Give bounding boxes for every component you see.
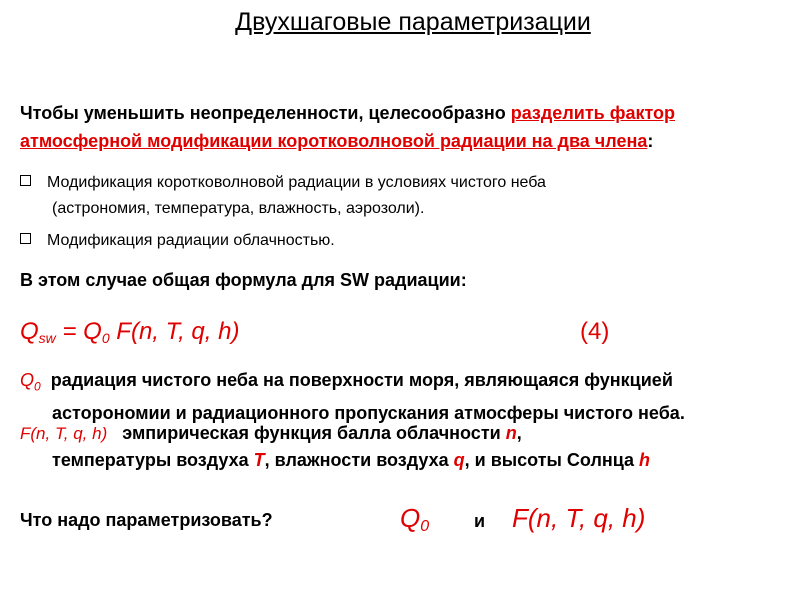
intro-highlight-2: атмосферной модификации коротковолновой радиации на два члена [20,131,648,151]
definition-f [20,420,650,473]
bullet-item-clear-sky [20,170,546,222]
question-q0-sub: 0 [420,518,430,536]
bullet-1-line-2: (астрономия, температура, влажность, аэрозоли). [52,200,425,217]
checkbox-bullet-icon [20,175,31,186]
question-and: и [474,511,486,531]
def-q0-line-1: радиация чистого неба на поверхности моря, являющаяся функцией [40,370,673,390]
intro-colon: : [647,131,654,151]
formula-q0-sub: 0 [101,330,110,347]
def-f-T: T [253,450,265,470]
formula-eq: = Q [55,318,102,345]
def-f-h: h [639,450,651,470]
intro-line-2 [20,127,675,155]
def-f-line-1: эмпирическая функция балла облачности [107,423,506,443]
definition-q0 [20,367,685,426]
question-f: F(n, T, q, h) [512,503,646,533]
bullet-1-line-1: Модификация коротковолновой радиации в условиях чистого неба [47,174,546,191]
bullet-2-line-1: Модификация радиации облачностью. [47,232,335,249]
def-f-q: q [453,450,465,470]
def-q0-symbol: Q [20,370,35,390]
intro-line-1 [20,99,675,127]
def-f-symbol: F(n, T, q, h) [20,424,108,443]
intro-paragraph [20,99,675,155]
question-text: Что надо параметризовать? [20,510,273,530]
def-f-line-2-b: , влажности воздуха [264,450,454,470]
question-q0-symbol: Q [400,503,421,533]
formula-lhs-sub: sw [38,330,56,347]
formula-rhs: F(n, T, q, h) [109,318,240,345]
bullet-item-clouds [20,228,335,254]
def-q0-sub: 0 [34,379,41,394]
formula [20,318,239,346]
def-f-line-2-c: , и высоты Солнца [464,450,640,470]
def-f-line-2-a: температуры воздуха [52,450,254,470]
formula-intro: В этом случае общая формула для SW радиации: [20,270,467,290]
formula-lhs: Q [20,318,39,345]
def-q0-line-2: асторономии и радиационного пропускания атмосферы чистого неба. [52,402,685,423]
def-f-line-2 [20,447,650,473]
checkbox-bullet-icon [20,233,31,244]
intro-highlight-1: разделить фактор [510,103,676,123]
question-q0 [400,503,429,536]
page-title: Двухшаговые параметризации [235,8,591,36]
def-f-n: n [505,423,517,443]
def-f-comma: , [516,423,522,443]
formula-number: (4) [580,318,610,345]
intro-text: Чтобы уменьшить неопределенности, целесообразно [20,103,511,123]
